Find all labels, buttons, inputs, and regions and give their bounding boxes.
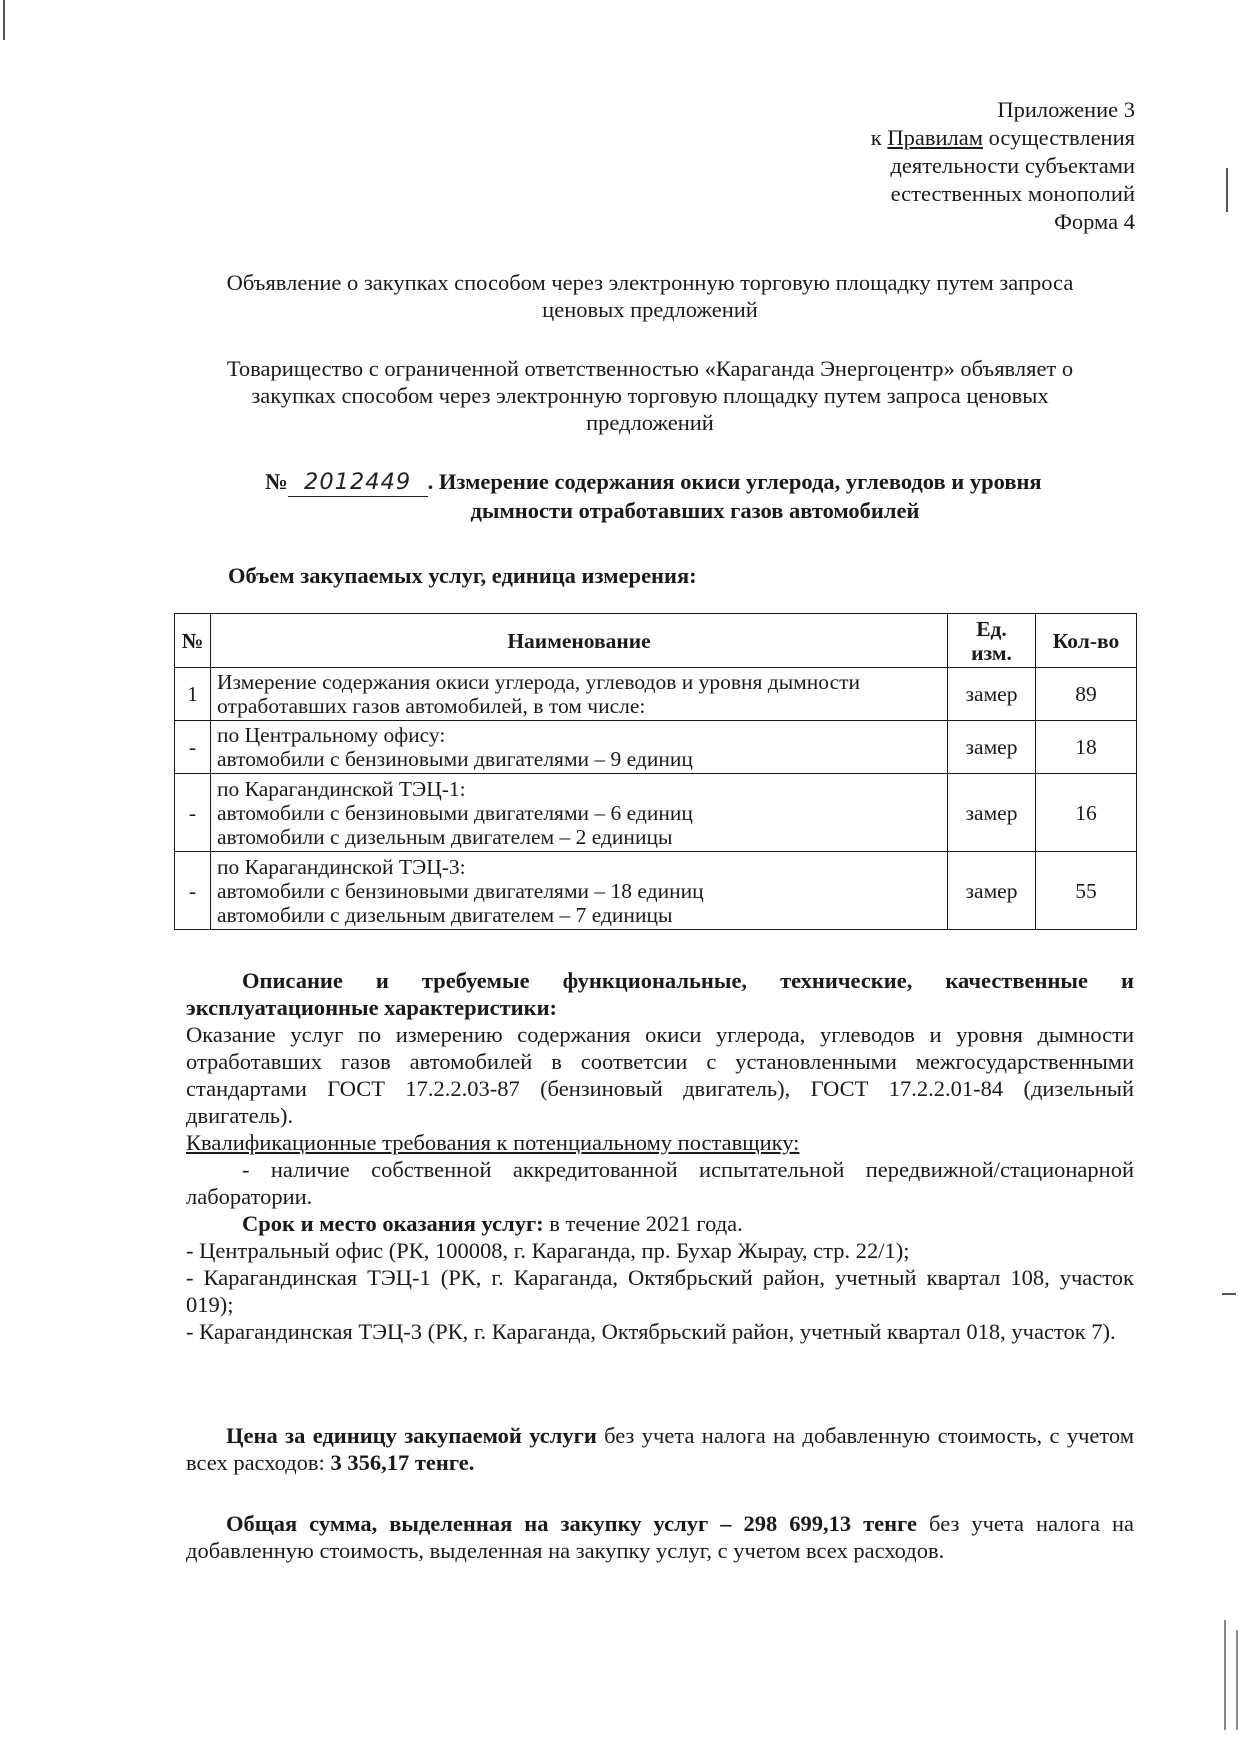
row-number: - xyxy=(175,774,211,852)
header-quantity: Кол-во xyxy=(1036,614,1137,668)
annex-line-4: естественных монополий xyxy=(890,181,1135,206)
organizer-text: Товарищество с ограниченной ответственностью «Караганда Энергоцентр» объявляет о закупках способом через электронную торговую площадку путем запроса ценовых предложений xyxy=(226,356,1074,435)
form-number: Форма 4 xyxy=(1054,209,1135,234)
unit-price-label: Цена за единицу закупаемой услуги xyxy=(226,1423,597,1448)
term-line xyxy=(186,1210,1134,1237)
qualification-heading: Квалификационные требования к потенциальному поставщику: xyxy=(186,1130,800,1155)
row-quantity: 16 xyxy=(1036,774,1137,852)
unit-price-value: 3 356,17 тенге. xyxy=(330,1450,475,1475)
row-quantity: 89 xyxy=(1036,668,1137,721)
qualification-item: - наличие собственной аккредитованной испытательной передвижной/стационарной лаборатории. xyxy=(186,1157,1134,1209)
row-number: 1 xyxy=(175,668,211,721)
table-row xyxy=(175,852,1137,930)
row-unit: замер xyxy=(948,774,1036,852)
row-unit: замер xyxy=(948,721,1036,774)
table-row xyxy=(175,721,1137,774)
row-quantity: 55 xyxy=(1036,852,1137,930)
header-number: № xyxy=(175,614,211,668)
scan-edge-mark xyxy=(1224,1620,1226,1730)
volume-heading: Объем закупаемых услуг, единица измерения: xyxy=(228,563,697,588)
table-header-row xyxy=(175,614,1137,668)
scan-edge-mark xyxy=(1222,1293,1236,1295)
annex-line-2: к Правилам осуществления xyxy=(870,125,1135,150)
term-value: в течение 2021 года. xyxy=(543,1211,743,1236)
total-amount: Общая сумма, выделенная на закупку услуг – 298 699,13 тенге без учета налога на добавленную стоимость, выделенная на закупку услуг, с учетом всех расходов. xyxy=(186,1511,1134,1563)
description-section xyxy=(186,967,1134,1345)
row-name: по Карагандинской ТЭЦ-1: автомобили с бензиновыми двигателями – 6 единиц автомобили с дизельным двигателем – 2 единицы xyxy=(211,774,948,852)
row-number: - xyxy=(175,721,211,774)
table-row xyxy=(175,668,1137,721)
place-3: - Карагандинская ТЭЦ-3 (РК, г. Караганда, Октябрьский район, учетный квартал 018, участок 7). xyxy=(186,1319,1116,1344)
total-value: – 298 699,13 тенге xyxy=(708,1511,918,1536)
row-name: по Центральному офису: автомобили с бензиновыми двигателями – 9 единиц xyxy=(211,721,948,774)
row-unit: замер xyxy=(948,668,1036,721)
annex-line-3: деятельности субъектами xyxy=(890,153,1135,178)
services-table xyxy=(174,613,1137,930)
description-heading: Описание и требуемые функциональные, технические, качественные и xyxy=(242,968,1134,993)
scan-edge-mark xyxy=(3,0,5,40)
header-unit: Ед. изм. xyxy=(948,614,1036,668)
place-2: - Карагандинская ТЭЦ-1 (РК, г. Караганда, Октябрьский район, учетный квартал 108, участок 019); xyxy=(186,1265,1134,1317)
scan-edge-mark xyxy=(1236,1630,1238,1730)
description-heading-2: эксплуатационные характеристики: xyxy=(186,995,558,1020)
lot-title: № 2012449 . Измерение содержания окиси углерода, углеводов и уровня xyxy=(265,469,1042,495)
row-number: - xyxy=(175,852,211,930)
row-name: по Карагандинской ТЭЦ-3: автомобили с бензиновыми двигателями – 18 единиц автомобили с дизельным двигателем – 7 единицы xyxy=(211,852,948,930)
row-unit: замер xyxy=(948,852,1036,930)
unit-price: Цена за единицу закупаемой услуги без учета налога на добавленную стоимость, с учетом всех расходов: 3 356,17 тенге. xyxy=(186,1423,1134,1475)
lot-number-handwritten: 2012449 xyxy=(288,469,428,497)
annex-header xyxy=(871,96,1135,236)
description-text: Оказание услуг по измерению содержания окиси углерода, углеводов и уровня дымности отработавших газов автомобилей в соответсии с установленными межгосударственными стандартами ГОСТ 17.2.2.03-87 (бензиновый двигатель), ГОСТ 17.2.2.01-84 (дизельный двигатель). xyxy=(186,1022,1134,1128)
total-label: Общая сумма, выделенная на закупку услуг xyxy=(226,1511,709,1536)
rules-link[interactable]: Правилам xyxy=(887,125,983,150)
table-row xyxy=(175,774,1137,852)
term-label: Срок и место оказания услуг: xyxy=(242,1211,544,1236)
row-name: Измерение содержания окиси углерода, углеводов и уровня дымности отработавших газов автомобилей, в том числе: xyxy=(211,668,948,721)
lot-title-line-2: дымности отработавших газов автомобилей xyxy=(470,498,920,523)
announcement-title: Объявление о закупках способом через электронную торговую площадку путем запроса ценовых предложений xyxy=(226,270,1074,322)
annex-line-1: Приложение 3 xyxy=(997,97,1135,122)
place-1: - Центральный офис (РК, 100008, г. Караганда, пр. Бухар Жырау, стр. 22/1); xyxy=(186,1238,910,1263)
header-name: Наименование xyxy=(211,614,948,668)
row-quantity: 18 xyxy=(1036,721,1137,774)
scan-edge-mark xyxy=(1226,168,1228,212)
